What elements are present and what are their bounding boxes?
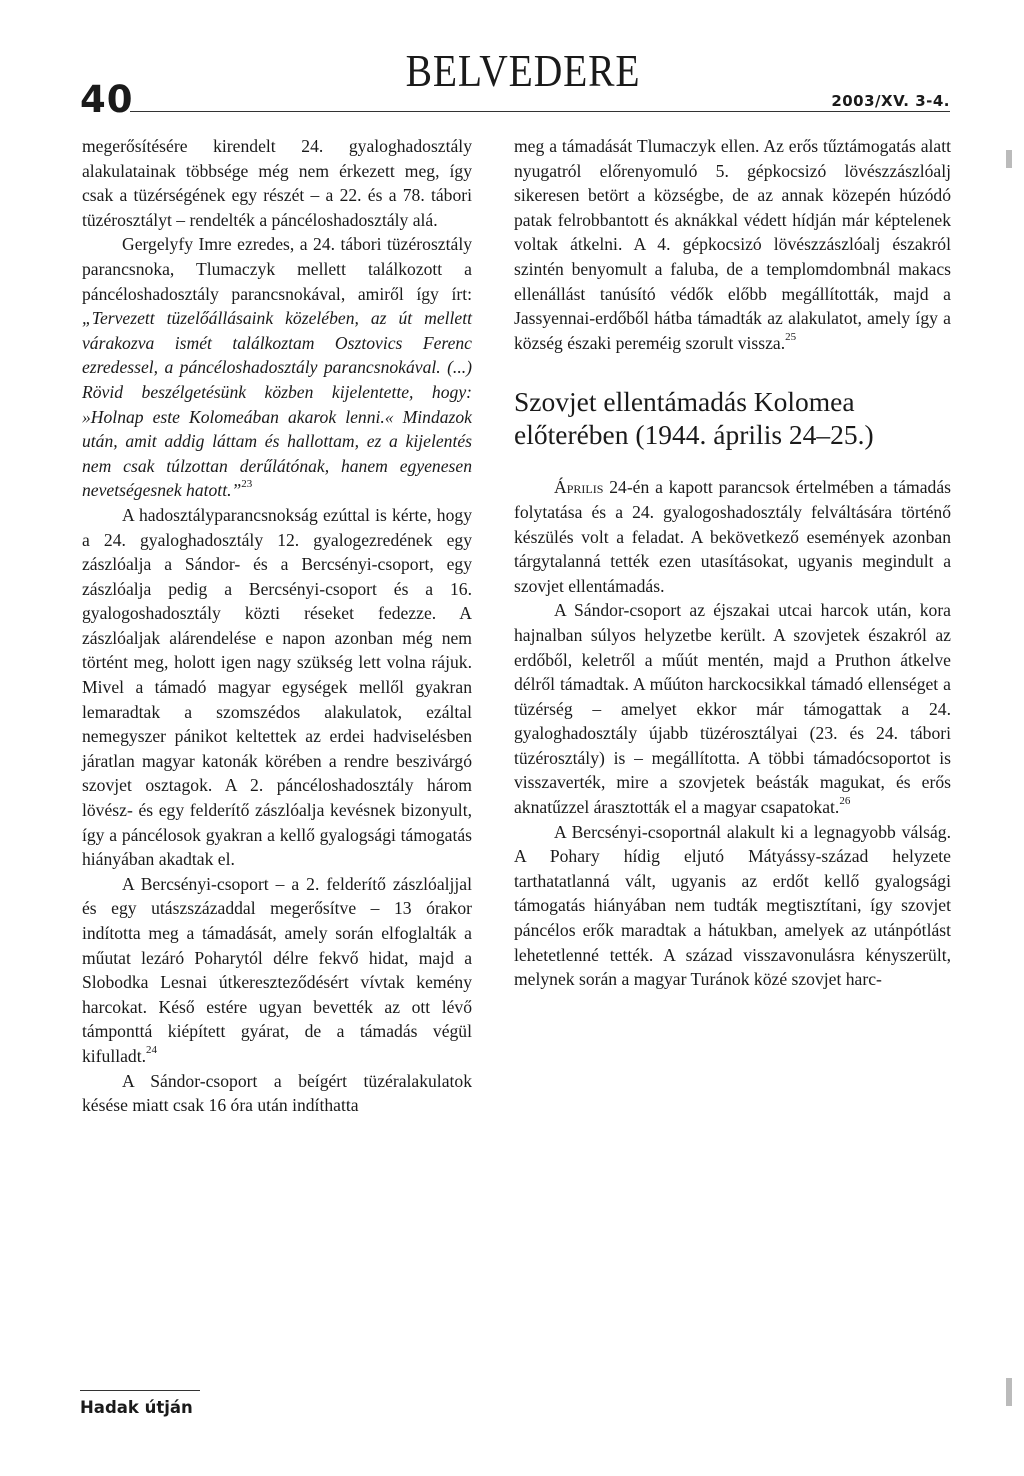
quotation: „Tervezett tüzelőállásaink közelében, az út mellett várakozva ismét találkoztam Osztovics Ferenc ezredessel, a páncéloshadosztály parancsnokával. (...) Rövid beszélgetésünk közben kijelentette, hogy: »Holnap este Kolomeában akarok lenni.« Mindazok után, amit addig láttam és hallottam, ez a kijelentés nem csak túlzottan derűlátónak, hanem egyenesen nevetségesnek hatott.” <box>82 308 472 501</box>
paragraph-quote <box>82 232 472 503</box>
footnote-ref: 24 <box>146 1044 158 1057</box>
paragraph-with-footnote <box>514 134 951 355</box>
scan-edge-mark <box>1006 1378 1012 1406</box>
footnote-ref: 26 <box>839 795 851 808</box>
smallcaps-lead: Április <box>554 477 604 498</box>
header-rule <box>130 111 950 112</box>
journal-title: BELVEDERE <box>405 45 641 96</box>
paragraph-text: meg a támadását Tlumaczyk ellen. Az erős tűztámogatás alatt nyugatról előrenyomuló 5. gépkocsizó lövészzászlóalj sikeresen betört a községbe, de az annak közepén húzódó patak felrobbantott és aknákkal védett hídján már képtelenek voltak átkelni. A 4. gépkocsizó lövészzászlóalj északról szintén benyomult a faluba, de a templomdombnál makacs ellenállást tanúsító védők előbb megállították, majd a Jassyennai-erdőből hátba támadták az alakulatot, amely így a község északi pereméig szorult vissza. <box>514 136 951 353</box>
paragraph-text: A Sándor-csoport az éjszakai utcai harcok után, kora hajnalban súlyos helyzetbe került. A szovjetek északról az erdőből, keletről a műút mentén, majd a Pruthon átkelve délről támadtak. A műúton harckocsikkal támadó ellenséget a tüzérség – amelyet ekkor már támogattak a 24. gyaloghadosztály újabb tüzérosztályai (23. és 24. tábori tüzérosztály) is – megállította. A többi támadócsoportot is visszaverték, mire a szovjetek beásták magukat, és erős aknatűzzel árasztották el a magyar csapatokat. <box>514 600 951 818</box>
page-number: 40 <box>80 78 134 121</box>
footnote-ref: 23 <box>241 478 253 491</box>
paragraph-text: A Bercsényi-csoport – a 2. felderítő zászlóaljjal és egy utászszázaddal megerősítve – 13 órakor indította meg a támadását, amely során elfoglalták a műutat lezáró Poharytól délre fekvő hidat, majd a Slobodka Lesnai útkereszteződésért vívtak kemény harcokat. Késő estére ugyan bevették az ott lévő támponttá kiépített gyárat, de a támadás végül kifulladt. <box>82 873 472 1066</box>
paragraph-with-footnote <box>82 872 472 1069</box>
paragraph: A hadosztályparancsnokság ezúttal is kérte, hogy a 24. gyaloghadosztály 12. gyalogezredének egy zászlóalja a Sándor- és a Bercsényi-csoport, egy zászlóalja pedig a Bercsényi-csoport és a 16. gyalogoshadosztály közti réseket fedezze. A zászlóaljak alárendelése e napon azonban még nem történt meg, holott igen nagy szükség lett volna rájuk. Mivel a támadó magyar egységek mellől gyakran lemaradtak a szomszédos alakulatok, ezáltal nemegyszer pánikot keltettek az erdei hadviselésben járatlan magyar katonák körében a rendre beszivárgó szovjet osztagok. A 2. páncéloshadosztály három lövész- és egy felderítő zászlóalja kevésnek bizonyult, így a páncélosok gyakran a kellő gyalogsági támogatás hiányában akadtak el. <box>82 504 472 870</box>
paragraph-text: Gergelyfy Imre ezredes, a 24. tábori tüzérosztály parancsnoka, Tlumaczyk mellett találkozott a páncéloshadosztály parancsnokával, amiről így írt: <box>82 234 472 304</box>
footnote-ref: 25 <box>785 330 797 343</box>
scan-edge-mark <box>1006 150 1012 168</box>
left-column <box>82 134 472 1118</box>
paragraph: A Sándor-csoport a beígért tüzéralakulatok késése miatt csak 16 óra után indíthatta <box>82 1070 472 1116</box>
paragraph: A Bercsényi-csoportnál alakult ki a legnagyobb válság. A Pohary hídig eljutó Mátyássy-század helyzete tarthatatlanná vált, ugyanis az erdőt kellő gyalogsági támogatás hiányában nem tudták megtisztítani, így szovjet páncélos erők maradtak a hátukban, amelyek az utánpótlást lehetetlenné tették. A század visszavonulásra kényszerült, melynek során a magyar Turánok közé szovjet harc- <box>514 821 951 990</box>
paragraph: megerősítésére kirendelt 24. gyaloghadosztály alakulatainak többsége még nem érkezett meg, így csak a tüzérségének egy részét – a 22. és a 78. tábori tüzérosztályt – rendelték a páncéloshadosztály alá. <box>82 136 472 230</box>
paragraph-with-footnote <box>514 598 951 819</box>
footer-rule <box>80 1390 200 1391</box>
paragraph-text: 24-én a kapott parancsok értelmében a támadás folytatása és a 24. gyalogoshadosztály felváltására történő készülés volt a feladat. A bekövetkező események azonban tárgytalanná tették ezen utasításokat, ugyanis megindult a szovjet ellentámadás. <box>514 477 951 596</box>
footer-label: Hadak útján <box>80 1398 193 1417</box>
section-heading: Szovjet ellentámadás Kolomea előterében (1944. április 24–25.) <box>514 386 874 451</box>
issue-number: 2003/XV. 3-4. <box>831 92 950 110</box>
paragraph <box>514 475 951 598</box>
right-column <box>514 134 951 992</box>
